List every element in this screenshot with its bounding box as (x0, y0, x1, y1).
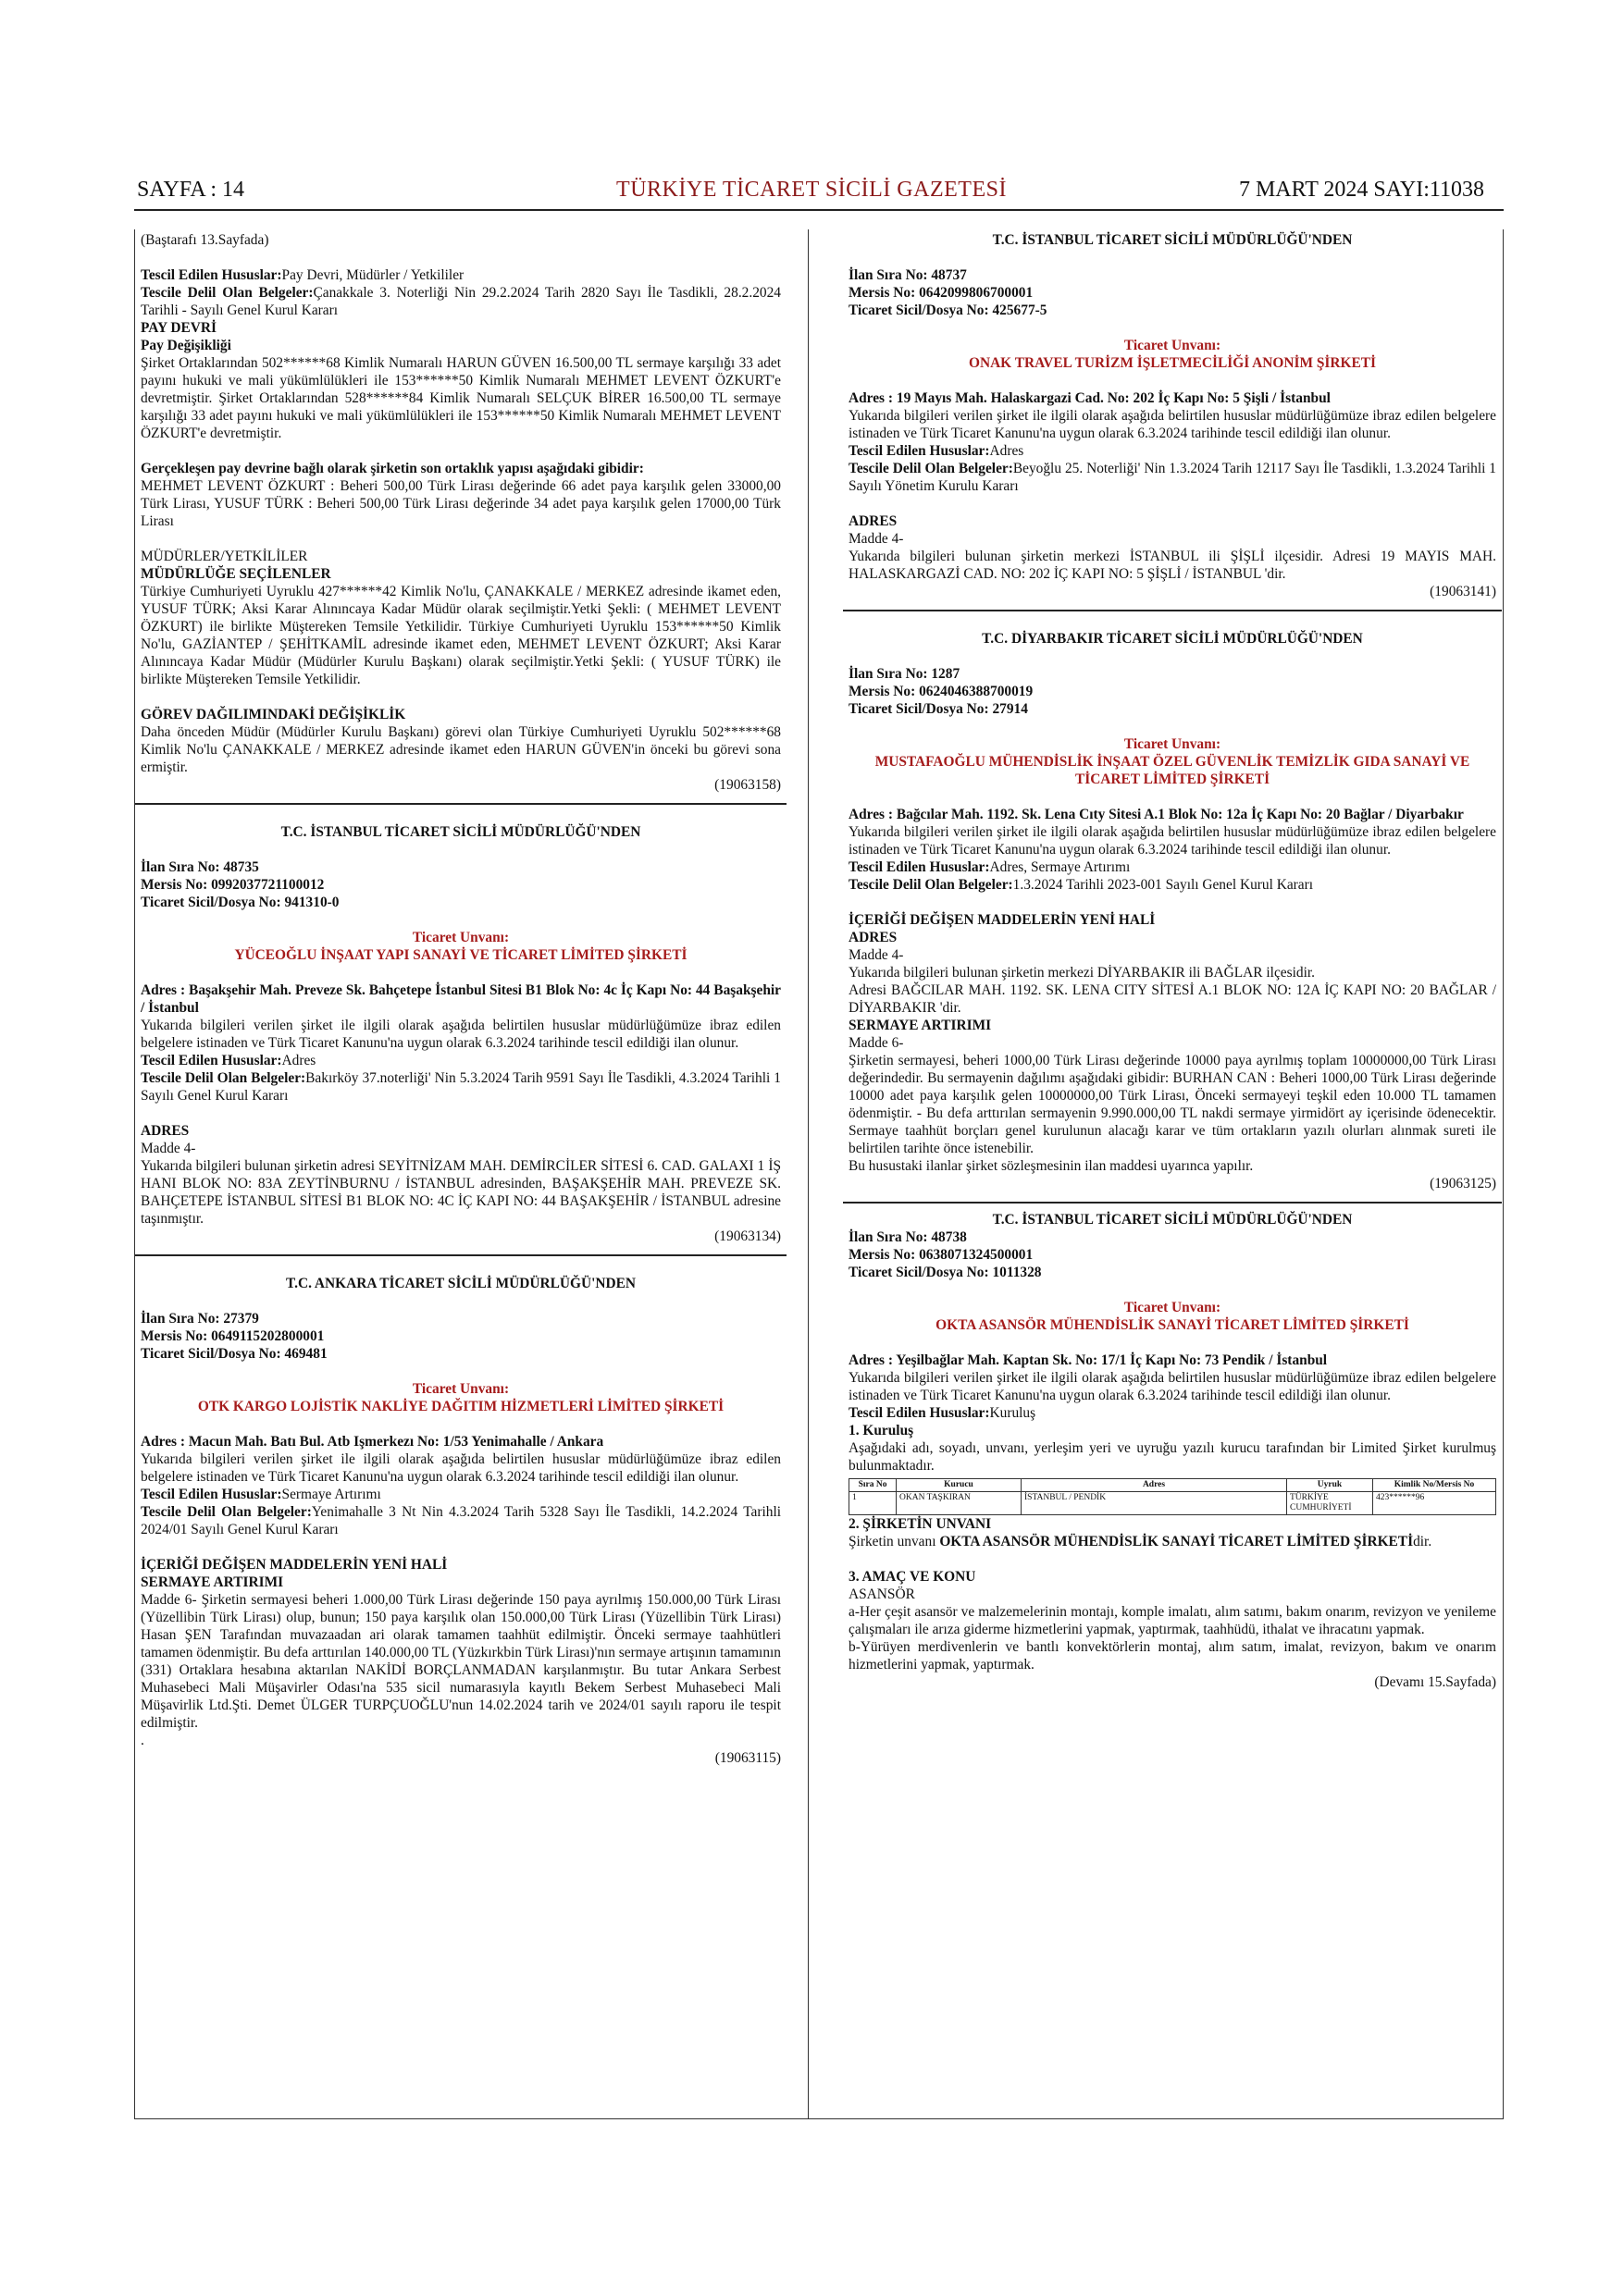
address: Adres : Bağcılar Mah. 1192. Sk. Lena Cıty Sitesi A.1 Blok No: 12a İç Kapı No: 20 Bağlar / Diyarbakır (849, 807, 1464, 822)
paragraph: Aşağıdaki adı, soyadı, unvanı, yerleşim yeri ve uyruğu yazılı kurucu tarafından bir Limited Şirket kurulmuş bulunmaktadır. (849, 1440, 1496, 1474)
trade-name-label: Ticaret Unvanı: (1123, 338, 1221, 353)
header-rule (134, 209, 1504, 211)
section-heading: Pay Değişikliği (141, 338, 231, 353)
mersis-no: Mersis No: 0992037721100012 (141, 877, 325, 893)
trade-name-label: Ticaret Unvanı: (1123, 736, 1221, 752)
label: Tescile Delil Olan Belgeler: (141, 1070, 306, 1086)
paragraph: Yukarıda bilgileri verilen şirket ile ilgili olarak aşağıda belirtilen hususlar müdürlüğümüze ibraz edilen belgelere istinaden ve Türk Ticaret Kanunu'na uygun olarak 6.3.2024 tarihinde tescil edildiği ilan olunur. (849, 824, 1496, 858)
paragraph: Yukarıda bilgileri bulunan şirketin adresi SEYİTNİZAM MAH. DEMİRCİLER SİTESİ 6. CAD. GALAXI 1 İŞ HANI BLOK NO: 83A ZEYTİNBURNU / İSTANBUL adresinden, BAŞAKŞEHİR MAH. PREVEZE SK. BAHÇETEPE İSTANBUL SİTESİ B1 BLOK NO: 4C İÇ KAPI NO: 44 BAŞAKŞEHİR / İSTANBUL adresine taşınmıştır. (141, 1158, 781, 1227)
label: Tescile Delil Olan Belgeler: (849, 461, 1013, 476)
column-header: Kurucu (897, 1479, 1022, 1492)
value: Adres (989, 443, 1024, 459)
section-heading: PAY DEVRİ (141, 320, 217, 336)
article-number: Madde 6- (849, 1035, 904, 1051)
company-name: OKTA ASANSÖR MÜHENDİSLİK SANAYİ TİCARET LİMİTED ŞİRKETİ (939, 1534, 1414, 1549)
paragraph: Bu husustaki ilanlar şirket sözleşmesinin ilan maddesi uyarınca yapılır. (849, 1158, 1254, 1174)
separator (843, 1202, 1502, 1211)
page-number: SAYFA : 14 (137, 178, 245, 202)
trade-name: MUSTAFAOĞLU MÜHENDİSLİK İNŞAAT ÖZEL GÜVENLİK TEMİZLİK GIDA SANAYİ VE TİCARET LİMİTED ŞİRKETİ (874, 754, 1470, 787)
section-heading: 3. AMAÇ VE KONU (849, 1569, 976, 1585)
label: Tescil Edilen Hususlar: (141, 1487, 282, 1502)
label: Tescile Delil Olan Belgeler: (141, 285, 314, 301)
value: Sermaye Artırımı (281, 1487, 381, 1502)
paragraph: Yukarıda bilgileri verilen şirket ile ilgili olarak aşağıda belirtilen hususlar müdürlüğümüze ibraz edilen belgelere istinaden ve Türk Ticaret Kanunu'na uygun olarak 6.3.2024 tarihinde tescil edildiği ilan olunur. (141, 1451, 781, 1485)
label: Tescil Edilen Hususlar: (849, 859, 990, 875)
value: Yenimahalle 3 Nt Nin 4.3.2024 Tarih 5328 Sayı İle Tasdikli, 14.2.2024 Tarihli 2024/01 Sayılı Genel Kurul Kararı (141, 1504, 782, 1537)
paragraph: Şirket Ortaklarından 502******68 Kimlik Numaralı HARUN GÜVEN 16.500,00 TL sermaye karşılığı 33 adet payını hukuki ve mali yükümlülükleri ile 153******50 Kimlik Numaralı MEHMET LEVENT ÖZKURT'e devretmiştir. Şirket Ortaklarından 528******84 Kimlik Numaralı SELÇUK BİRER 16.500,00 TL sermaye karşılığı 33 adet payını hukuki ve mali yükümlülükleri ile 153******50 Kimlik Numaralı MEHMET LEVENT ÖZKURT'e devretmiştir. (141, 355, 781, 441)
issue-date: 7 MART 2024 SAYI:11038 (1238, 178, 1484, 202)
paragraph: Yukarıda bilgileri verilen şirket ile ilgili olarak aşağıda belirtilen hususlar müdürlüğümüze ibraz edilen belgelere istinaden ve Türk Ticaret Kanunu'na uygun olarak 6.3.2024 tarihinde tescil edildiği ilan olunur. (141, 1018, 781, 1051)
registry-office: T.C. İSTANBUL TİCARET SİCİLİ MÜDÜRLÜĞÜ'NDEN (992, 1212, 1353, 1228)
section-heading: MÜDÜRLER/YETKİLİLER (141, 549, 308, 564)
table-header-row (849, 1479, 1496, 1492)
paragraph: b-Yürüyen merdivenlerin ve bantlı konvektörlerin montaj, alım satım, imalat, revizyon, bakım ve onarım hizmetlerini yapmak, yaptırmak. (849, 1639, 1496, 1673)
paragraph: Şirketin sermayesi, beheri 1000,00 Türk Lirası değerinde 10000 paya ayrılmış toplam 10000000,00 Türk Lirası değerindedir. Bu sermayenin dağılımı aşağıdaki gibidir: BURHAN CAN : Beheri 1000,00 Türk Lirası değerinde 10000 adet paya karşılık gelen 10000000,00 Türk Lirası, Önceki sermayeyi teşkil eden 10.000 TL tamamen ödenmiştir. - Bu defa arttırılan sermayenin 9.990.000,00 TL nakdi sermaye yirmidört ay içerisinde ödenecektir. Sermaye taahhüt borçları genel kurulunun alacağı karar ve tüm ortakların yazılı olurları alınmak sureti ile belirtilen tarihte önce istenebilir. (849, 1053, 1496, 1156)
founders-table (849, 1478, 1496, 1515)
ilan-no: İlan Sıra No: 48738 (849, 1229, 967, 1245)
registry-office: T.C. ANKARA TİCARET SİCİLİ MÜDÜRLÜĞÜ'NDEN (286, 1276, 636, 1291)
announcement-id: (19063158) (714, 777, 781, 793)
sicil-no: Ticaret Sicil/Dosya No: 941310-0 (141, 895, 340, 910)
announcement-okta (849, 1211, 1496, 1691)
ilan-no: İlan Sıra No: 48735 (141, 859, 259, 875)
separator (135, 803, 787, 823)
announcement-19063134 (141, 823, 781, 1245)
column-header: Sıra No (849, 1479, 897, 1492)
registry-office: T.C. İSTANBUL TİCARET SİCİLİ MÜDÜRLÜĞÜ'NDEN (280, 824, 641, 840)
label: Tescile Delil Olan Belgeler: (849, 877, 1013, 893)
section-heading: İÇERİĞİ DEĞİŞEN MADDELERİN YENİ HALİ (141, 1557, 448, 1573)
address: Adres : Başakşehir Mah. Preveze Sk. Bahçetepe İstanbul Sitesi B1 Blok No: 4c İç Kapı No: 44 Başakşehir / İstanbul (141, 982, 781, 1016)
section-heading: 1. Kuruluş (849, 1423, 914, 1438)
table-cell: 423******96 (1373, 1492, 1496, 1515)
trade-name-label: Ticaret Unvanı: (412, 930, 510, 945)
section-heading: İÇERİĞİ DEĞİŞEN MADDELERİN YENİ HALİ (849, 912, 1156, 928)
ilan-no: İlan Sıra No: 48737 (849, 267, 967, 283)
mersis-no: Mersis No: 0649115202800001 (141, 1328, 325, 1344)
trailing-dot: . (141, 1733, 144, 1748)
announcement-19063141 (849, 231, 1496, 600)
table-cell: 1 (849, 1492, 897, 1515)
trade-name: YÜCEOĞLU İNŞAAT YAPI SANAYİ VE TİCARET LİMİTED ŞİRKETİ (234, 947, 688, 963)
section-heading: ADRES (849, 513, 898, 529)
value: Pay Devri, Müdürler / Yetkililer (281, 267, 465, 283)
registry-office: T.C. DİYARBAKIR TİCARET SİCİLİ MÜDÜRLÜĞÜ'NDEN (982, 631, 1363, 647)
column-header: Kimlik No/Mersis No (1373, 1479, 1496, 1492)
value: 1.3.2024 Tarihli 2023-001 Sayılı Genel Kurul Kararı (1012, 877, 1314, 893)
left-column (141, 231, 781, 1767)
separator (135, 1254, 787, 1275)
continued-on: (Devamı 15.Sayfada) (1374, 1674, 1496, 1690)
value: Adres, Sermaye Artırımı (989, 859, 1131, 875)
paragraph: Türkiye Cumhuriyeti Uyruklu 427******42 Kimlik No'lu, ÇANAKKALE / MERKEZ adresinde ikamet eden, YUSUF TÜRK; Aksi Karar Alınıncaya Kadar Müdür olarak seçilmiştir.Yetki Şekli: ( MEHMET LEVENT ÖZKURT) ile birlikte Müştereken Temsile Yetkilidir. Türkiye Cumhuriyeti Uyruklu 153******50 Kimlik No'lu, GAZİANTEP / ŞEHİTKAMİL adresinde ikamet eden, MEHMET LEVENT ÖZKURT; Aksi Karar Alınıncaya Kadar Müdür (Müdürler Kurulu Başkanı) olarak seçilmiştir.Yetki Şekli: ( YUSUF TÜRK) ile birlikte Müştereken Temsile Yetkilidir. (141, 584, 781, 687)
section-heading: SERMAYE ARTIRIMI (141, 1574, 284, 1590)
paragraph: Yukarıda bilgileri verilen şirket ile ilgili olarak aşağıda belirtilen hususlar müdürlüğümüze ibraz edilen belgelere istinaden ve Türk Ticaret Kanunu'na uygun olarak 6.3.2024 tarihinde tescil edildiği ilan olunur. (849, 1370, 1496, 1403)
value: Adres (281, 1053, 316, 1068)
left-column-border (134, 229, 135, 2118)
column-header: Adres (1022, 1479, 1287, 1492)
sicil-no: Ticaret Sicil/Dosya No: 425677-5 (849, 302, 1047, 318)
registry-office: T.C. İSTANBUL TİCARET SİCİLİ MÜDÜRLÜĞÜ'NDEN (992, 232, 1353, 248)
trade-name: OKTA ASANSÖR MÜHENDİSLİK SANAYİ TİCARET LİMİTED ŞİRKETİ (935, 1317, 1409, 1333)
section-heading: ADRES (849, 930, 898, 945)
bottom-rule (134, 2118, 1504, 2119)
center-column-divider (808, 229, 809, 2118)
column-header: Uyruk (1287, 1479, 1373, 1492)
address: Adres : Yeşilbağlar Mah. Kaptan Sk. No: 17/1 İç Kapı No: 73 Pendik / İstanbul (849, 1352, 1328, 1368)
paragraph: ASANSÖR (849, 1586, 915, 1602)
mersis-no: Mersis No: 0642099806700001 (849, 285, 1034, 301)
ilan-no: İlan Sıra No: 1287 (849, 666, 960, 682)
section-heading: 2. ŞİRKETİN UNVANI (849, 1516, 992, 1532)
announcement-id: (19063141) (1430, 584, 1496, 599)
value: Beyoğlu 25. Noterliği' Nin 1.3.2024 Tarih 12117 Sayı İle Tasdikli, 1.3.2024 Tarihli 1 Sayılı Yönetim Kurulu Kararı (849, 461, 1497, 494)
sicil-no: Ticaret Sicil/Dosya No: 469481 (141, 1346, 328, 1362)
paragraph: Daha önceden Müdür (Müdürler Kurulu Başkanı) görevi olan Türkiye Cumhuriyeti Uyruklu 502******68 Kimlik No'lu ÇANAKKALE / MERKEZ adresinde ikamet eden HARUN GÜVEN'in önceki bu görevi sona ermiştir. (141, 724, 781, 775)
value: Çanakkale 3. Noterliği Nin 29.2.2024 Tarih 2820 Sayı İle Tasdikli, 28.2.2024 Tarihli - Sayılı Genel Kurul Kararı (141, 285, 781, 318)
label: Tescil Edilen Hususlar: (141, 267, 282, 283)
sicil-no: Ticaret Sicil/Dosya No: 27914 (849, 701, 1028, 717)
table-cell: İSTANBUL / PENDİK (1022, 1492, 1287, 1515)
text: dir. (1413, 1534, 1432, 1549)
table-row (849, 1492, 1496, 1515)
article-number: Madde 4- (849, 947, 904, 963)
announcement-id: (19063125) (1430, 1176, 1496, 1191)
continued-from: (Baştarafı 13.Sayfada) (141, 232, 269, 248)
separator (843, 610, 1502, 630)
ilan-no: İlan Sıra No: 27379 (141, 1311, 259, 1327)
paragraph: Yukarıda bilgileri verilen şirket ile ilgili olarak aşağıda belirtilen hususlar müdürlüğümüze ibraz edilen belgelere istinaden ve Türk Ticaret Kanunu'na uygun olarak 6.3.2024 tarihinde tescil edildiği ilan olunur. (849, 408, 1496, 441)
announcement-19063115 (141, 1275, 781, 1767)
section-heading: ADRES (141, 1123, 190, 1139)
mersis-no: Mersis No: 0638071324500001 (849, 1247, 1034, 1263)
section-heading: MÜDÜRLÜĞE SEÇİLENLER (141, 566, 331, 582)
value: Bakırköy 37.noterliği' Nin 5.3.2024 Tarih 9591 Sayı İle Tasdikli, 4.3.2024 Tarihli 1 Sayılı Genel Kurul Kararı (141, 1070, 782, 1104)
text: Şirketin unvanı (849, 1534, 940, 1549)
right-column-border (1503, 229, 1504, 2118)
paragraph: MEHMET LEVENT ÖZKURT : Beheri 500,00 Türk Lirası değerinde 66 adet paya karşılık gelen 33000,00 Türk Lirası, YUSUF TÜRK : Beheri 500,00 Türk Lirası değerinde 34 adet paya karşılık gelen 17000,00 Türk Lirası (141, 478, 781, 529)
right-column (849, 231, 1496, 1691)
gazette-title: TÜRKİYE TİCARET SİCİLİ GAZETESİ (616, 178, 1007, 202)
paragraph: Yukarıda bilgileri bulunan şirketin merkezi DİYARBAKIR ili BAĞLAR ilçesidir. (849, 965, 1315, 981)
article-number: Madde 4- (849, 531, 904, 547)
address: Adres : 19 Mayıs Mah. Halaskargazi Cad. No: 202 İç Kapı No: 5 Şişli / İstanbul (849, 390, 1331, 406)
label: Tescil Edilen Hususlar: (849, 1405, 990, 1421)
value: Kuruluş (989, 1405, 1036, 1421)
section-heading: GÖREV DAĞILIMINDAKİ DEĞİŞİKLİK (141, 707, 406, 722)
label: Tescil Edilen Hususlar: (849, 443, 990, 459)
mersis-no: Mersis No: 0624046388700019 (849, 684, 1034, 699)
trade-name-label: Ticaret Unvanı: (412, 1381, 510, 1397)
announcement-19063125 (849, 630, 1496, 1192)
trade-name: ONAK TRAVEL TURİZM İŞLETMECİLİĞİ ANONİM ŞİRKETİ (968, 355, 1377, 371)
announcement-id: (19063134) (714, 1228, 781, 1244)
label: Tescile Delil Olan Belgeler: (141, 1504, 312, 1520)
paragraph: Adresi BAĞCILAR MAH. 1192. SK. LENA CITY SİTESİ A.1 BLOK NO: 12A İÇ KAPI NO: 20 BAĞLAR / DİYARBAKIR 'dir. (849, 982, 1496, 1016)
paragraph (849, 1533, 1496, 1550)
trade-name: OTK KARGO LOJİSTİK NAKLİYE DAĞITIM HİZMETLERİ LİMİTED ŞİRKETİ (197, 1399, 725, 1414)
paragraph: Madde 6- Şirketin sermayesi beheri 1.000,00 Türk Lirası değerinde 150 paya ayrılmış 150.000,00 Türk Lirası (Yüzellibin Türk Lirası) olup, bunun; 150 paya karşılık olan 150.000,00 Türk Lirası (Yüzellibin Türk Lirası) Hasan ŞEN Tarafından muvazaadan ari olarak tamamen taahhüt edilmiştir. Önceki sermaye taahhütleri tamamen ödenmiştir. Bu defa arttırılan 140.000,00 TL (Yüzkırkbin Türk Lirası)'nın sermaye artışının tamamının (331) Ortaklara hesabına aktarılan NAKİDİ BORÇLANMADAN karşılanmıştır. Bu tutar Ankara Serbest Muhasebeci Mali Müşavirler Odası'na 535 sicil numarasıyla kayıtlı Bekem Serbest Muhasebeci Mali Müşavirlik Ltd.Şti. Demet ÜLGER TURPÇUOĞLU'nun 14.02.2024 tarih ve 2024/01 sayılı raporu ile tespit edilmiştir. (141, 1592, 781, 1731)
table-cell: TÜRKİYE CUMHURİYETİ (1287, 1492, 1373, 1515)
table-cell: OKAN TAŞKIRAN (897, 1492, 1022, 1515)
section-heading: Gerçekleşen pay devrine bağlı olarak şirketin son ortaklık yapısı aşağıdaki gibidir: (141, 461, 644, 476)
trade-name-label: Ticaret Unvanı: (1123, 1300, 1221, 1315)
announcement-19063158 (141, 266, 781, 794)
address: Adres : Macun Mah. Batı Bul. Atb Işmerkezı No: 1/53 Yenimahalle / Ankara (141, 1434, 604, 1450)
paragraph: Yukarıda bilgileri bulunan şirketin merkezi İSTANBUL ili ŞİŞLİ ilçesidir. Adresi 19 MAYIS MAH. HALASKARGAZİ CAD. NO: 202 İÇ KAPI NO: 5 ŞİŞLİ / İSTANBUL 'dir. (849, 549, 1496, 582)
section-heading: SERMAYE ARTIRIMI (849, 1018, 992, 1033)
paragraph: a-Her çeşit asansör ve malzemelerinin montajı, komple imalatı, alım satımı, bakım onarım, revizyon ve yenileme çalışmaları ile arıza giderme hizmetlerini yapmak, yaptırmak, taahhüdü, ithalat ve ihracatını yapmak. (849, 1604, 1496, 1637)
label: Tescil Edilen Hususlar: (141, 1053, 282, 1068)
article-number: Madde 4- (141, 1141, 196, 1156)
sicil-no: Ticaret Sicil/Dosya No: 1011328 (849, 1265, 1042, 1280)
announcement-id: (19063115) (714, 1750, 781, 1766)
